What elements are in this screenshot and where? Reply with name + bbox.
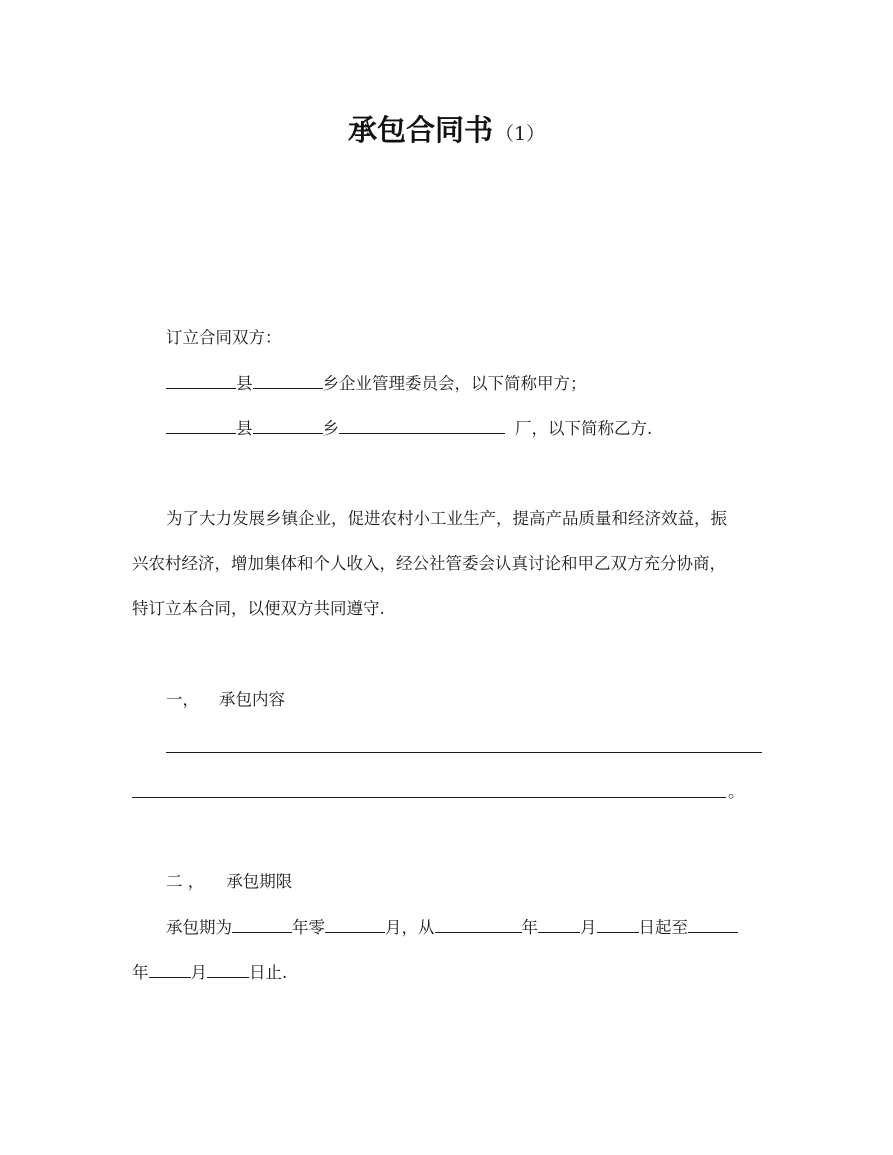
term-text-years: 年零 — [292, 918, 325, 937]
preamble-line-1: 为了大力发展乡镇企业，促进农村小工业生产，提高产品质量和经济效益，振 — [166, 509, 727, 528]
term-line-2 — [132, 961, 287, 984]
preamble-line-3: 特订立本合同，以便双方共同遵守. — [132, 599, 385, 618]
term-text-period: 承包期为 — [166, 918, 232, 937]
party-b-county-blank — [166, 417, 236, 434]
end-year-label: 年 — [132, 963, 149, 982]
party-b-township-label: 乡 — [322, 419, 339, 438]
start-day-blank — [597, 916, 639, 933]
title-main: 承包合同书 — [347, 113, 493, 147]
start-month-label: 月 — [580, 918, 597, 937]
section-1-blank-line-2 — [132, 797, 726, 798]
start-day-label: 日起至 — [638, 918, 688, 937]
end-year-blank — [688, 916, 738, 933]
section-1-blank-line-1 — [166, 752, 762, 753]
section-2-number: 二 ， — [166, 872, 205, 891]
section-2-heading — [166, 871, 292, 893]
party-a-line — [166, 372, 587, 395]
party-a-county-blank — [166, 372, 236, 389]
term-line-1 — [166, 916, 738, 939]
document-title — [0, 108, 893, 149]
parties-heading: 订立合同双方： — [166, 328, 282, 347]
start-month-blank — [538, 916, 580, 933]
party-a-county-label: 县 — [236, 374, 253, 393]
section-1-end-mark: 。 — [728, 782, 745, 801]
term-text-months-from: 月，从 — [385, 918, 435, 937]
title-number: （1） — [494, 123, 546, 145]
end-day-blank — [207, 961, 249, 978]
end-month-blank — [149, 961, 191, 978]
end-day-label: 日止. — [249, 963, 288, 982]
party-b-township-blank — [253, 417, 323, 434]
party-a-suffix: 乡企业管理委员会，以下简称甲方； — [322, 374, 587, 393]
term-years-blank — [232, 916, 292, 933]
section-1-title: 承包内容 — [219, 690, 285, 709]
preamble-line-2: 兴农村经济，增加集体和个人收入，经公社管委会认真讨论和甲乙双方充分协商， — [132, 554, 726, 573]
party-b-line — [166, 417, 652, 440]
section-1-number: 一， — [166, 690, 199, 709]
term-months-blank — [325, 916, 385, 933]
section-2-title: 承包期限 — [226, 872, 293, 891]
section-1-heading — [166, 689, 285, 711]
party-b-factory-blank — [339, 417, 505, 434]
start-year-blank — [435, 916, 522, 933]
party-b-county-label: 县 — [236, 419, 253, 438]
start-year-label: 年 — [521, 918, 538, 937]
end-month-label: 月 — [190, 963, 207, 982]
party-a-township-blank — [253, 372, 323, 389]
party-b-suffix: 厂，以下简称乙方. — [515, 419, 653, 438]
